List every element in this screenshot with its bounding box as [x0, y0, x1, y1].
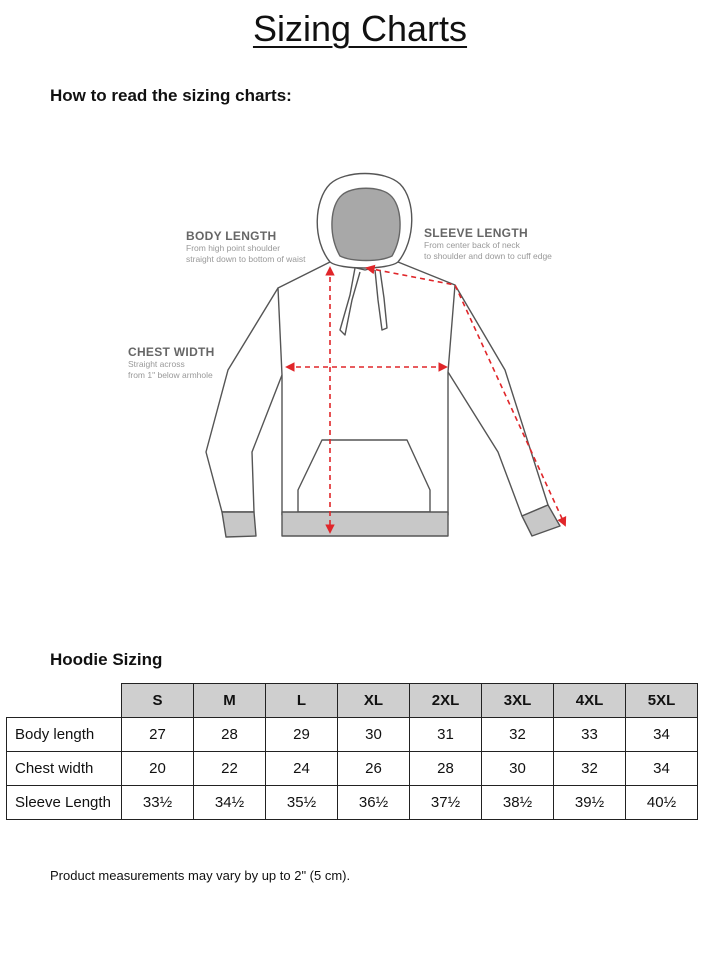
hoodie-diagram — [0, 160, 720, 560]
right-sleeve — [448, 285, 548, 516]
row-label: Sleeve Length — [7, 786, 122, 820]
table-header-row — [7, 684, 698, 718]
table-cell: 36½ — [338, 786, 410, 820]
hoodie-sizing-heading: Hoodie Sizing — [50, 650, 163, 669]
page-title: Sizing Charts — [252, 8, 468, 49]
table-row — [7, 786, 698, 820]
table-cell: 32 — [482, 718, 554, 752]
table-cell: 28 — [194, 718, 266, 752]
size-col-header: 4XL — [554, 684, 626, 718]
body-length-desc-2: straight down to bottom of waist — [186, 254, 306, 264]
size-col-header: L — [266, 684, 338, 718]
table-cell: 33 — [554, 718, 626, 752]
chest-width-desc-2: from 1" below armhole — [128, 370, 213, 380]
table-cell: 34 — [626, 718, 698, 752]
size-col-header: M — [194, 684, 266, 718]
row-label: Body length — [7, 718, 122, 752]
left-sleeve — [206, 288, 282, 512]
how-to-heading: How to read the sizing charts: — [50, 86, 292, 105]
table-cell: 30 — [482, 752, 554, 786]
size-col-header: 5XL — [626, 684, 698, 718]
table-cell: 27 — [122, 718, 194, 752]
table-cell: 24 — [266, 752, 338, 786]
size-col-header: 2XL — [410, 684, 482, 718]
size-col-header: S — [122, 684, 194, 718]
sleeve-length-desc-1: From center back of neck — [424, 240, 520, 250]
table-row — [7, 718, 698, 752]
table-cell: 34½ — [194, 786, 266, 820]
table-cell: 39½ — [554, 786, 626, 820]
body-length-title: BODY LENGTH — [186, 229, 277, 243]
sleeve-length-title: SLEEVE LENGTH — [424, 226, 528, 240]
table-cell: 40½ — [626, 786, 698, 820]
table-cell: 35½ — [266, 786, 338, 820]
left-cuff — [222, 512, 256, 537]
waist-rib — [282, 512, 448, 536]
table-cell: 33½ — [122, 786, 194, 820]
table-cell: 22 — [194, 752, 266, 786]
table-corner — [7, 684, 122, 718]
chest-width-title: CHEST WIDTH — [128, 345, 215, 359]
body-length-desc-1: From high point shoulder — [186, 243, 281, 253]
table-row — [7, 752, 698, 786]
table-cell: 20 — [122, 752, 194, 786]
table-cell: 38½ — [482, 786, 554, 820]
table-cell: 26 — [338, 752, 410, 786]
table-cell: 34 — [626, 752, 698, 786]
size-col-header: 3XL — [482, 684, 554, 718]
measurement-note: Product measurements may vary by up to 2" (5 cm). — [50, 868, 351, 883]
sleeve-length-desc-2: to shoulder and down to cuff edge — [424, 251, 552, 261]
table-cell: 37½ — [410, 786, 482, 820]
table-cell: 28 — [410, 752, 482, 786]
sizing-table — [6, 683, 698, 820]
row-label: Chest width — [7, 752, 122, 786]
hood-inner — [332, 188, 400, 260]
chest-width-desc-1: Straight across — [128, 359, 185, 369]
table-cell: 29 — [266, 718, 338, 752]
table-cell: 31 — [410, 718, 482, 752]
size-col-header: XL — [338, 684, 410, 718]
right-cuff — [522, 505, 560, 536]
table-cell: 32 — [554, 752, 626, 786]
table-cell: 30 — [338, 718, 410, 752]
